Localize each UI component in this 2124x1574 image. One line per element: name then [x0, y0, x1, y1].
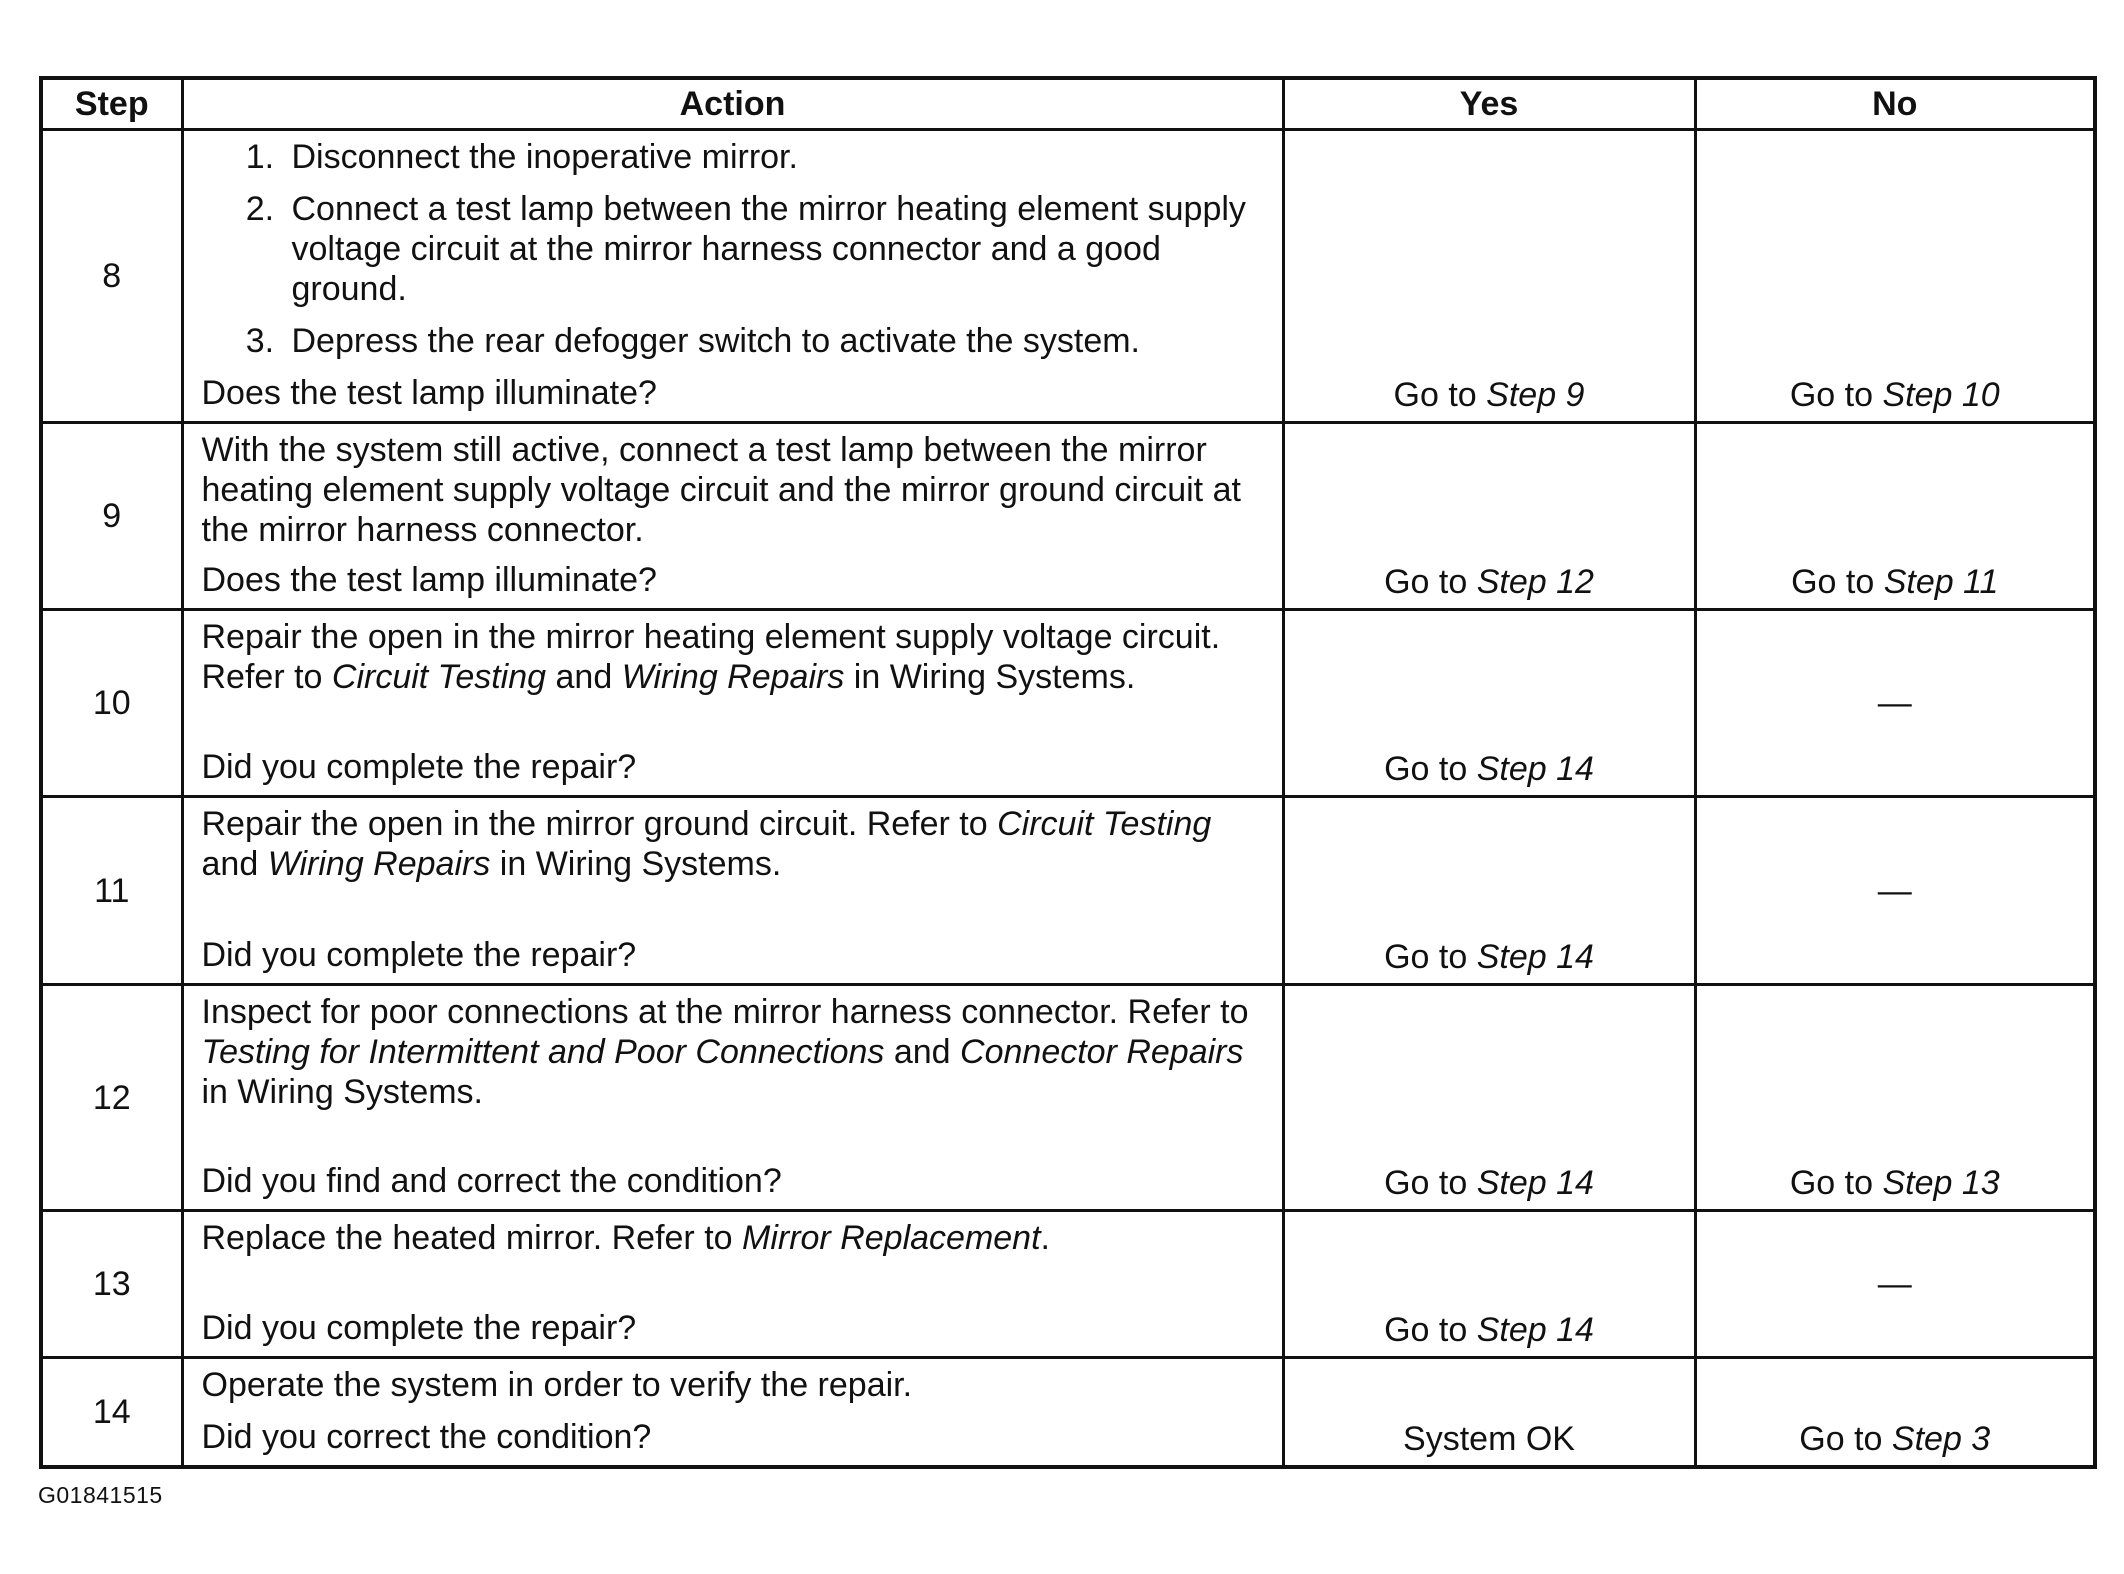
action-text-part: in Wiring Systems.: [201, 1073, 483, 1111]
no-prefix: Go to: [1789, 376, 1873, 414]
yes-cell: [1283, 423, 1695, 610]
reference-link[interactable]: Mirror Replacement: [742, 1219, 1041, 1257]
no-step-link[interactable]: Step 11: [1883, 563, 1999, 601]
action-question: Did you complete the repair?: [201, 748, 637, 786]
action-cell: [182, 130, 1283, 423]
action-text: With the system still active, connect a test lamp between the mirror heating element supply voltage circuit and the mirror ground circuit at the mirror harness connector.: [201, 431, 1241, 549]
figure-id: G01841515: [38, 1482, 163, 1508]
action-text: [202, 804, 1266, 884]
table-header-row: [41, 78, 2095, 130]
reference-link[interactable]: Wiring Repairs: [621, 658, 845, 696]
action-question: Does the test lamp illuminate?: [201, 374, 657, 412]
yes-prefix: Go to: [1384, 938, 1468, 976]
action-question: Does the test lamp illuminate?: [201, 561, 657, 599]
action-text-part: Inspect for poor connections at the mirror harness connector. Refer to: [201, 993, 1249, 1031]
header-action: Action: [182, 78, 1283, 130]
action-text: [202, 992, 1266, 1112]
reference-link[interactable]: Connector Repairs: [960, 1033, 1244, 1071]
action-question: Did you correct the condition?: [201, 1418, 652, 1456]
no-cell: —: [1695, 610, 2095, 797]
header-no: No: [1695, 78, 2095, 130]
no-cell: —: [1695, 1211, 2095, 1358]
step-number: 12: [41, 985, 182, 1211]
action-text-part: Repair the open in the mirror ground circuit. Refer to: [201, 805, 998, 843]
diagnostic-table: [39, 76, 2097, 1469]
action-text: [202, 617, 1266, 697]
action-question: Did you complete the repair?: [201, 936, 637, 974]
header-step: Step: [41, 78, 182, 130]
step-number: 9: [41, 423, 182, 610]
table-row: [41, 423, 2095, 610]
yes-cell: [1283, 797, 1695, 985]
action-cell: [182, 985, 1283, 1211]
no-cell: —: [1695, 797, 2095, 985]
reference-link[interactable]: Wiring Repairs: [267, 845, 491, 883]
reference-link[interactable]: Circuit Testing: [331, 658, 547, 696]
action-text-part: .: [1040, 1219, 1050, 1257]
yes-cell: [1283, 985, 1695, 1211]
action-list: [202, 137, 1266, 373]
no-cell: [1695, 130, 2095, 423]
action-text-part: in Wiring Systems.: [844, 658, 1136, 696]
no-prefix: Go to: [1789, 1164, 1873, 1202]
reference-link[interactable]: Testing for Intermittent and Poor Connections: [201, 1033, 885, 1071]
action-text: Operate the system in order to verify the repair.: [201, 1366, 913, 1404]
action-cell: [182, 797, 1283, 985]
action-text-part: Repair the open in the mirror heating element supply voltage circuit. Refer to: [201, 618, 1221, 696]
action-cell: [182, 1358, 1283, 1468]
yes-prefix: Go to: [1384, 1164, 1468, 1202]
action-text-part: and: [201, 845, 268, 883]
yes-cell: [1283, 610, 1695, 797]
table-row: [41, 1358, 2095, 1468]
step-number: 11: [41, 797, 182, 985]
action-text-part: and: [884, 1033, 961, 1071]
no-cell: [1695, 985, 2095, 1211]
yes-cell: [1283, 1211, 1695, 1358]
yes-prefix: Go to: [1384, 563, 1468, 601]
no-prefix: Go to: [1799, 1420, 1883, 1458]
step-number: 10: [41, 610, 182, 797]
yes-step-link[interactable]: Step 14: [1476, 1311, 1594, 1349]
yes-prefix: Go to: [1393, 376, 1477, 414]
yes-step-link[interactable]: Step 9: [1486, 376, 1585, 414]
action-question: Did you find and correct the condition?: [201, 1162, 782, 1200]
action-text-part: Replace the heated mirror. Refer to: [201, 1219, 742, 1257]
list-item: 3. Depress the rear defogger switch to activate the system.: [284, 321, 1266, 361]
no-prefix: Go to: [1791, 563, 1875, 601]
table-row: [41, 797, 2095, 985]
yes-step-link[interactable]: Step 14: [1476, 750, 1594, 788]
action-cell: [182, 610, 1283, 797]
header-yes: Yes: [1283, 78, 1695, 130]
step-number: 14: [41, 1358, 182, 1468]
action-text: [202, 1218, 1266, 1258]
table-row: [41, 610, 2095, 797]
reference-link[interactable]: Circuit Testing: [997, 805, 1212, 843]
no-step-link[interactable]: Step 10: [1882, 376, 2000, 414]
action-cell: [182, 1211, 1283, 1358]
list-item: 1. Disconnect the inoperative mirror.: [284, 137, 1266, 177]
list-item: 2. Connect a test lamp between the mirror heating element supply voltage circuit at the mirror harness connector and a good ground.: [284, 189, 1266, 309]
no-cell: [1695, 1358, 2095, 1468]
table-row: [41, 1211, 2095, 1358]
action-text-part: and: [546, 658, 622, 696]
action-cell: [182, 423, 1283, 610]
table-row: [41, 985, 2095, 1211]
table-row: [41, 130, 2095, 423]
no-step-link[interactable]: Step 13: [1882, 1164, 2000, 1202]
step-number: 13: [41, 1211, 182, 1358]
yes-prefix: Go to: [1384, 1311, 1468, 1349]
yes-step-link[interactable]: Step 14: [1476, 938, 1594, 976]
yes-step-link[interactable]: Step 12: [1476, 563, 1594, 601]
step-number: 8: [41, 130, 182, 423]
yes-prefix: Go to: [1384, 750, 1468, 788]
action-question: Did you complete the repair?: [201, 1309, 637, 1347]
no-step-link[interactable]: Step 3: [1891, 1420, 1991, 1458]
no-cell: [1695, 423, 2095, 610]
yes-step-link[interactable]: Step 14: [1476, 1164, 1594, 1202]
yes-cell: [1283, 130, 1695, 423]
yes-cell: System OK: [1283, 1358, 1695, 1468]
action-text-part: in Wiring Systems.: [490, 845, 782, 883]
